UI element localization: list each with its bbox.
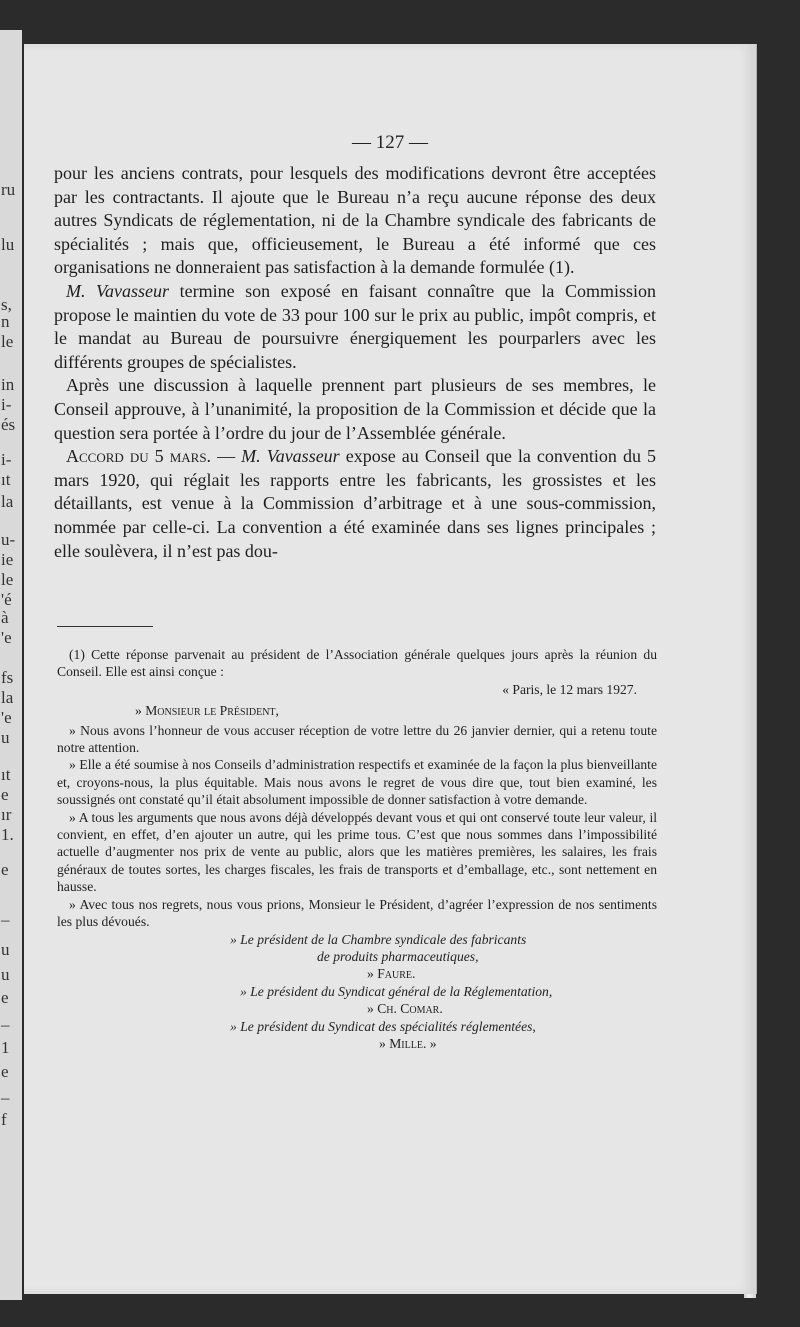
margin-fragment: à: [1, 608, 9, 627]
margin-fragment: u: [1, 940, 10, 959]
speaker-name: M. Vavasseur: [241, 446, 340, 467]
margin-fragment: ıt: [1, 765, 11, 784]
margin-fragment: u: [1, 965, 10, 984]
paragraph-2-text: termine son exposé en faisant connaître que la Commission propose le maintien du vote de 33 pour 100 sur le prix au public, impôt compris, et le mandat au Bureau de poursuivre énergiquement les pourparlers avec les différents groupes de spécialistes.: [54, 280, 656, 372]
margin-fragment: –: [1, 910, 10, 929]
footnote: [57, 646, 657, 1052]
margin-fragment: la: [1, 492, 14, 511]
margin-fragment: n: [1, 312, 10, 331]
adjacent-page-edge: [0, 30, 22, 1300]
margin-fragment: –: [1, 1015, 10, 1034]
paragraph-3: Après une discussion à laquelle prennent part plusieurs de ses membres, le Conseil approuve, à l’unanimité, la proposition de la Commission et décide que la question sera portée à l’ordre du jour de l’Assemblée générale.: [54, 375, 656, 443]
signature-name: » Faure.: [367, 966, 416, 982]
letter-dateline: « Paris, le 12 mars 1927.: [502, 681, 637, 697]
margin-fragment: in: [1, 375, 15, 394]
margin-fragment: u: [1, 728, 10, 747]
signature-title: » Le président de la Chambre syndicale des fabricants: [230, 931, 527, 947]
footnote-separator: [57, 626, 153, 627]
letter-paragraph: » Elle a été soumise à nos Conseils d’administration respectifs et examinée de la façon la plus bienveillante et, croyons-nous, la plus équitable. Mais nous avons le regret de vous dire que, tout bien examiné, les soussignés ont constaté qu’il était absolument impossible de donner satisfaction à votre demande.: [57, 757, 657, 808]
margin-fragment: 'é: [1, 590, 12, 609]
section-heading: Accord du 5 mars.: [66, 446, 212, 467]
footnote-intro: (1) Cette réponse parvenait au président de l’Association générale quelques jours après la réunion du Conseil. Elle est ainsi conçue :: [57, 647, 657, 680]
margin-fragment: e: [1, 785, 9, 804]
margin-fragment: e: [1, 1062, 9, 1081]
margin-fragment: i-: [1, 395, 12, 414]
paragraph-1: pour les anciens contrats, pour lesquels des modifications devront être acceptées par les contractants. Il ajoute que le Bureau n’a reçu aucune réponse des deux autres Syndicats de réglementation, ni de la Chambre syndicale des fabricants de spécialités ; mais que, officieusement, le Bureau a été informé que ces organisations ne donneraient pas satisfaction à la demande formulée (1).: [54, 163, 656, 278]
signature-name: » Ch. Comar.: [367, 1001, 443, 1017]
margin-fragment: 1.: [1, 825, 14, 844]
margin-fragment: lu: [1, 235, 15, 254]
signature-title: de produits pharmaceutiques,: [317, 948, 479, 964]
margin-fragment: f: [1, 1110, 7, 1129]
margin-fragment: fs: [1, 668, 14, 687]
signature-title: » Le président du Syndicat général de la Réglementation,: [240, 983, 553, 999]
margin-fragment: 'e: [1, 628, 12, 647]
letter-paragraph: » Avec tous nos regrets, nous vous prions, Monsieur le Président, d’agréer l’expression de nos sentiments les plus dévoués.: [57, 896, 657, 930]
margin-fragment: e: [1, 988, 9, 1007]
margin-fragment: s,: [1, 295, 12, 314]
margin-fragment: és: [1, 415, 16, 434]
margin-fragment: le: [1, 332, 14, 351]
main-text: [54, 162, 656, 563]
margin-fragment: u-: [1, 530, 16, 549]
margin-fragment: e: [1, 860, 9, 879]
signature-title: » Le président du Syndicat des spécialités réglementées,: [230, 1018, 536, 1034]
letter-salutation: » Monsieur le Président,: [135, 703, 279, 719]
paragraph-2: [54, 280, 656, 374]
margin-fragment: ır: [1, 805, 12, 824]
margin-fragment: 1: [1, 1038, 10, 1057]
letter-paragraph: » Nous avons l’honneur de vous accuser réception de votre lettre du 26 janvier dernier, qui a retenu toute notre attention.: [57, 722, 657, 756]
letter-paragraph: » A tous les arguments que nous avons déjà développés devant vous et qui ont conservé toute leur valeur, il convient, en effet, d’en ajouter un autre, qui les prime tous. C’est que nous sommes dans l’impossibilité actuelle d’augmenter nos prix de vente au public, alors que les matières premières, les salaires, les frais généraux de toutes sortes, les charges fiscales, les frais de transports et d’emballage, etc., sont nettement en hausse.: [57, 809, 657, 895]
margin-fragment: ru: [1, 180, 16, 199]
document-page: [24, 44, 757, 1294]
paragraph-4: [54, 445, 656, 563]
margin-fragment: –: [1, 1088, 10, 1107]
signature-name: » Mille. »: [379, 1035, 437, 1051]
speaker-name: M. Vavasseur: [66, 280, 170, 301]
margin-fragment: le: [1, 570, 14, 589]
page-number: — 127 —: [352, 132, 428, 153]
margin-fragment: la: [1, 688, 14, 707]
margin-fragment: i-: [1, 450, 12, 469]
margin-fragment: 'e: [1, 708, 12, 727]
margin-fragment: ıt: [1, 470, 11, 489]
paragraph-4-text: expose au Conseil que la convention du 5 mars 1920, qui réglait les rapports entre les fabricants, les grossistes et les détaillants, est venue à la Commission d’arbitrage et à une sous-commission, nommée par celle-ci. La convention a été examinée dans ses lignes principales ; elle soulèvera, il n’est pas dou-: [54, 446, 657, 561]
margin-fragment: ie: [1, 550, 14, 569]
dash: —: [211, 446, 242, 467]
